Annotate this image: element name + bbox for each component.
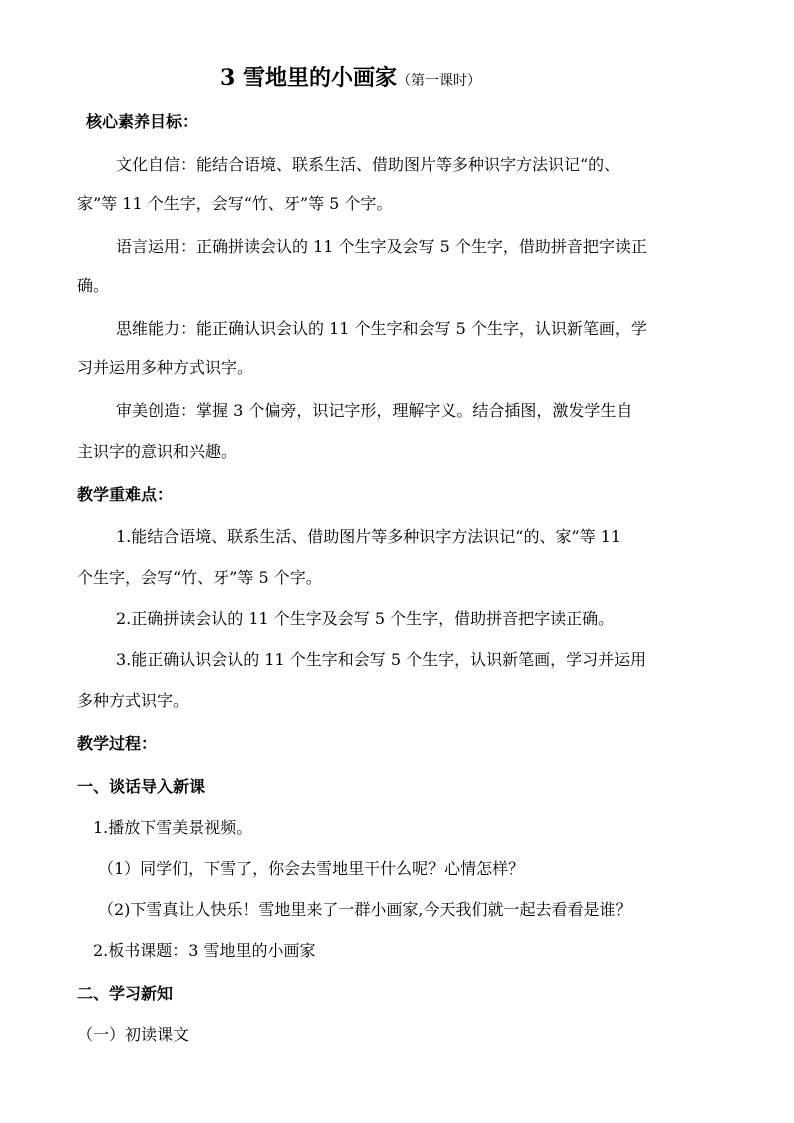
lesson-title-main: 3 雪地里的小画家 bbox=[220, 65, 397, 91]
goal-thinking-line1: 思维能力：能正确认识会认的 11 个生字和会写 5 个生字，认识新笔画，学 bbox=[116, 319, 647, 338]
goal-thinking-line2: 习并运用多种方式识字。 bbox=[77, 358, 254, 377]
key-points-heading: 教学重难点： bbox=[77, 485, 174, 504]
goal-language-line1: 语言运用：正确拼读会认的 11 个生字及会写 5 个生字，借助拼音把字读正 bbox=[116, 237, 647, 256]
section-1-heading: 一、谈话导入新课 bbox=[77, 777, 206, 796]
section-1-question-2: （2)下雪真让人快乐！雪地里来了一群小画家,今天我们就一起去看看是谁？ bbox=[98, 900, 632, 919]
key-point-1-line1: 1.能结合语境、联系生活、借助图片等多种识字方法识记“的、家”等 11 bbox=[116, 527, 622, 546]
key-point-3-line1: 3.能正确认识会认的 11 个生字和会写 5 个生字，认识新笔画，学习并运用 bbox=[116, 650, 647, 669]
section-1-question-1: （1）同学们，下雪了，你会去雪地里干什么呢？心情怎样？ bbox=[98, 859, 525, 878]
lesson-title bbox=[220, 64, 481, 95]
process-heading: 教学过程： bbox=[77, 734, 158, 753]
goal-aesthetic-line2: 主识字的意识和兴趣。 bbox=[77, 442, 238, 461]
key-point-2: 2.正确拼读会认的 11 个生字及会写 5 个生字，借助拼音把字读正确。 bbox=[116, 609, 615, 628]
key-point-3-line2: 多种方式识字。 bbox=[77, 691, 190, 710]
goal-aesthetic-line1: 审美创造：掌握 3 个偏旁，识记字形，理解字义。结合插图，激发学生自 bbox=[116, 401, 633, 420]
section-1-step-2: 2.板书课题：3 雪地里的小画家 bbox=[93, 941, 316, 960]
goal-culture-line1: 文化自信：能结合语境、联系生活、借助图片等多种识字方法识记“的、 bbox=[116, 155, 621, 174]
section-2-subheading-1: （一）初读课文 bbox=[77, 1025, 190, 1044]
goal-language-line2: 确。 bbox=[77, 276, 110, 295]
section-2-heading: 二、学习新知 bbox=[77, 984, 174, 1003]
section-1-step-1: 1.播放下雪美景视频。 bbox=[93, 818, 253, 837]
key-point-1-line2: 个生字，会写“竹、牙”等 5 个字。 bbox=[77, 568, 322, 587]
lesson-title-subtitle: （第一课时） bbox=[396, 73, 481, 89]
core-goals-heading: 核心素养目标： bbox=[86, 112, 199, 131]
goal-culture-line2: 家”等 11 个生字，会写“竹、牙”等 5 个字。 bbox=[77, 194, 393, 213]
